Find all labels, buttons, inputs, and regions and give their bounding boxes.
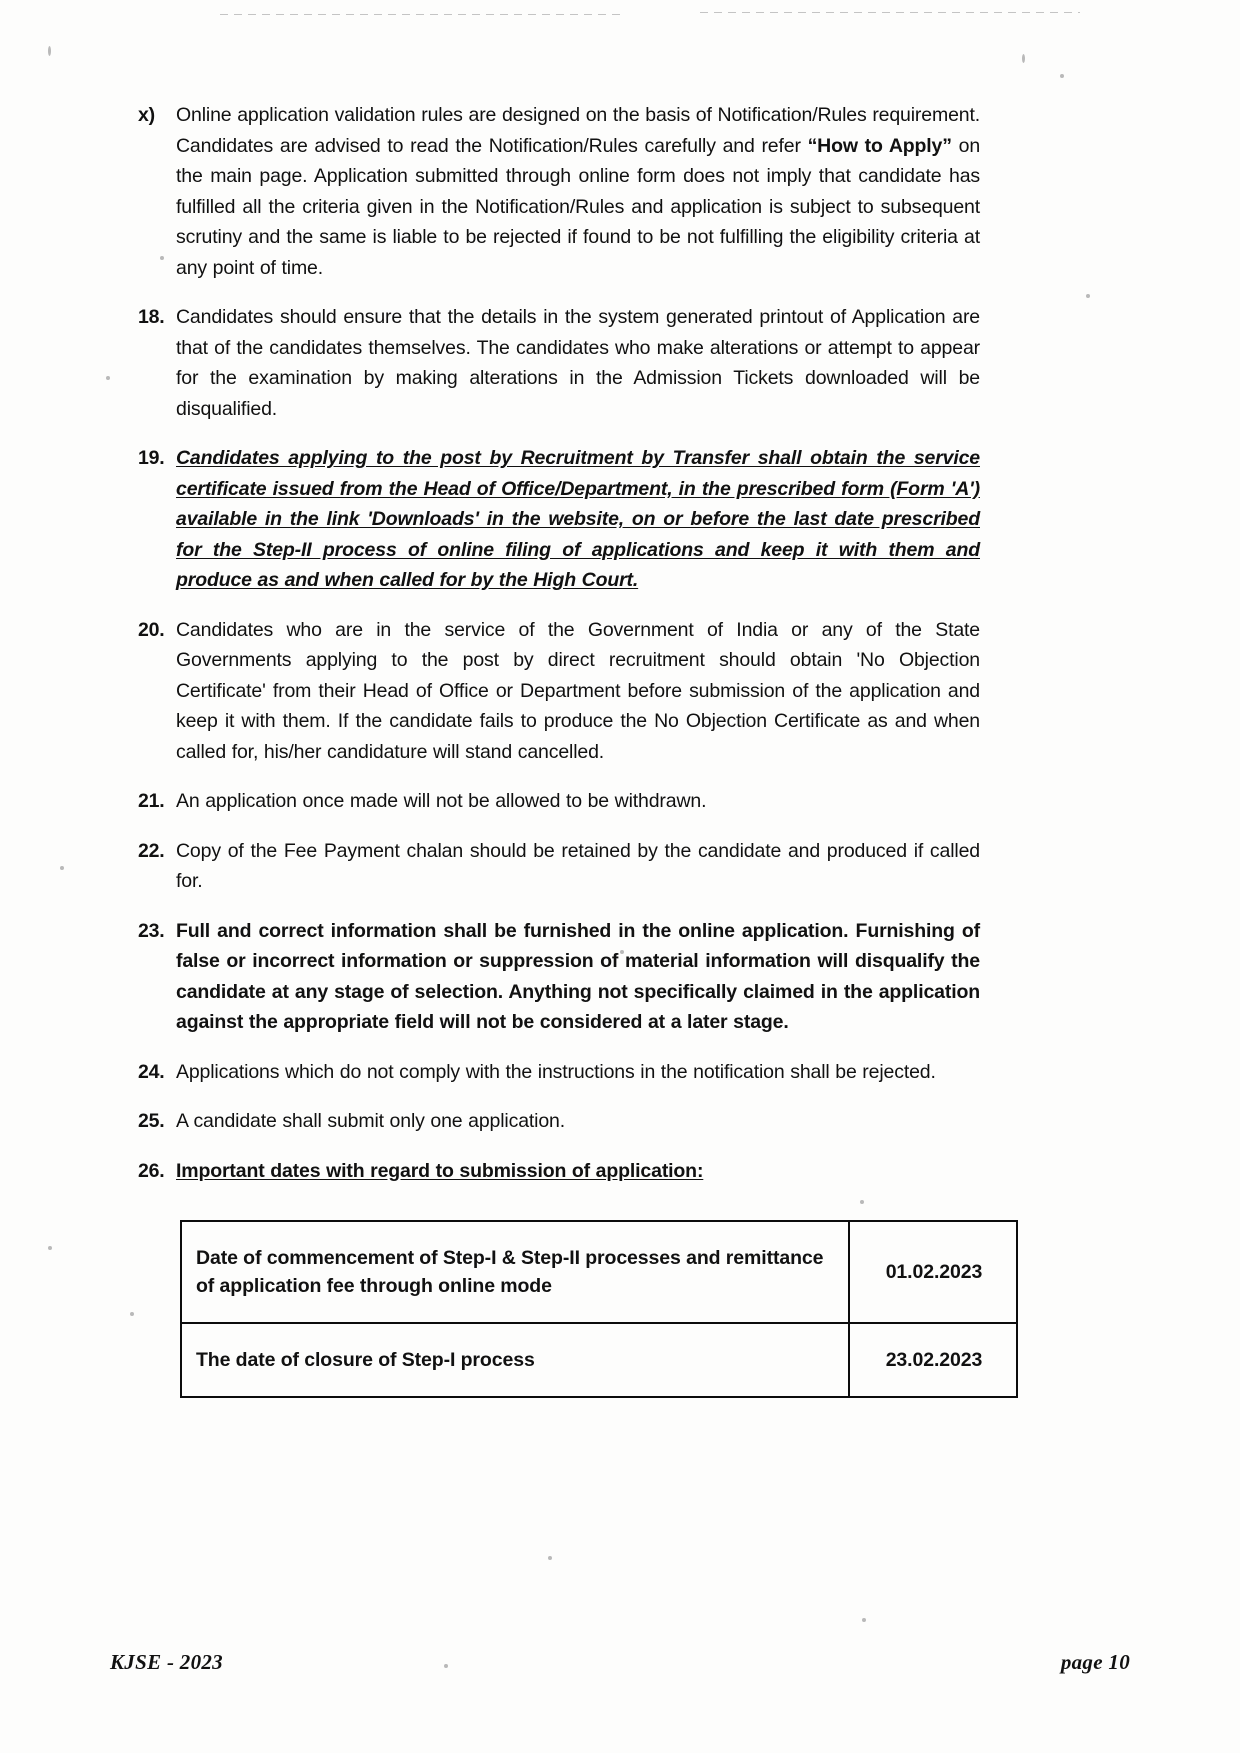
list-item xyxy=(138,1156,980,1187)
list-item-text-part: on the main page. Application submitted through online form does not imply that candidate has fulfilled all the criteria given in the Notification/Rules and application is subject to subsequent scrutiny and the same is liable to be rejected if found to be not fulfilling the eligibility criteria at any point of time. xyxy=(176,134,981,279)
list-item-text: Applications which do not comply with the instructions in the notification shall be rejected. xyxy=(176,1060,936,1083)
page-footer xyxy=(110,1650,1130,1675)
scan-artifact-top-rule xyxy=(220,14,620,15)
how-to-apply-emphasis: “How to Apply” xyxy=(807,134,952,157)
scan-speck xyxy=(548,1556,552,1560)
table-cell-date: 01.02.2023 xyxy=(849,1221,1017,1323)
scan-speck xyxy=(1022,54,1025,63)
scan-speck xyxy=(130,1312,134,1316)
list-item-text: Important dates with regard to submission of application: xyxy=(176,1159,704,1182)
list-item xyxy=(138,1106,980,1137)
list-item xyxy=(138,615,980,768)
list-item xyxy=(138,836,980,897)
list-item xyxy=(138,100,980,283)
list-item-text-part: Online application validation rules are designed on the basis of Notification/Rules requirement. Candidates are advised to read the Notification/Rules carefully and refer xyxy=(176,104,980,157)
scan-speck xyxy=(862,1618,866,1622)
list-item-text: Candidates applying to the post by Recruitment by Transfer shall obtain the service certificate issued from the Head of Office/Department, in the prescribed form (Form 'A') available in the link 'Downloads' in the website, on or before the last date prescribed for the Step-II process of online filing of applications and keep it with them and produce as and when called for by the High Court. xyxy=(176,447,980,591)
table-row xyxy=(181,1323,1017,1397)
scan-speck xyxy=(60,866,64,870)
footer-page-number: page 10 xyxy=(1060,1650,1130,1674)
scan-speck xyxy=(1086,294,1090,298)
list-item-marker: x) xyxy=(138,104,155,126)
scan-speck xyxy=(1060,74,1064,78)
list-item-marker: 18. xyxy=(138,306,165,328)
list-item-marker: 20. xyxy=(138,618,165,641)
list-item-text: Candidates should ensure that the details in the system generated printout of Application are that of the candidates themselves. The candidates who make alterations or attempt to appear for the examination by making alterations in the Admission Tickets downloaded will be disqualified. xyxy=(176,306,980,420)
scan-speck xyxy=(48,46,51,56)
list-item-marker: 24. xyxy=(138,1060,165,1083)
table-cell-date: 23.02.2023 xyxy=(849,1323,1017,1397)
instructions-list xyxy=(138,100,983,1398)
list-item-marker: 23. xyxy=(138,919,165,942)
footer-document-code: KJSE - 2023 xyxy=(110,1650,223,1674)
list-item xyxy=(138,443,980,596)
list-item-marker: 26. xyxy=(138,1159,165,1182)
scan-speck xyxy=(106,376,110,380)
list-item-text: Full and correct information shall be furnished in the online application. Furnishing of false or incorrect information or suppression of material information will disqualify the candidate at any stage of selection. Anything not specifically claimed in the application against the appropriate field will not be considered at a later stage. xyxy=(176,919,980,1033)
list-item xyxy=(138,1057,980,1088)
table-cell-label: Date of commencement of Step-I & Step-II processes and remittance of application fee through online mode xyxy=(181,1221,849,1323)
scan-speck xyxy=(48,1246,52,1250)
list-item xyxy=(138,786,980,817)
list-item-marker: 21. xyxy=(138,790,165,812)
table-cell-label: The date of closure of Step-I process xyxy=(181,1323,849,1397)
list-item-marker: 22. xyxy=(138,839,165,862)
list-item-text xyxy=(176,100,980,283)
list-item-marker: 19. xyxy=(138,447,165,469)
list-item-text: Candidates who are in the service of the Government of India or any of the State Governments applying to the post by direct recruitment should obtain 'No Objection Certificate' from their Head of Office or Department before submission of the application and keep it with them. If the candidate fails to produce the No Objection Certificate as and when called for, his/her candidature will stand cancelled. xyxy=(176,618,980,763)
list-item xyxy=(138,302,980,424)
list-item-text: An application once made will not be allowed to be withdrawn. xyxy=(176,790,707,812)
scan-artifact-top-rule-2 xyxy=(700,12,1080,13)
important-dates-table xyxy=(180,1220,1018,1398)
table-row xyxy=(181,1221,1017,1323)
list-item-marker: 25. xyxy=(138,1110,165,1132)
list-item xyxy=(138,916,980,1038)
important-dates-table-wrapper xyxy=(180,1220,983,1398)
list-item-text: Copy of the Fee Payment chalan should be retained by the candidate and produced if called for. xyxy=(176,839,980,892)
list-item-text: A candidate shall submit only one application. xyxy=(176,1110,566,1132)
